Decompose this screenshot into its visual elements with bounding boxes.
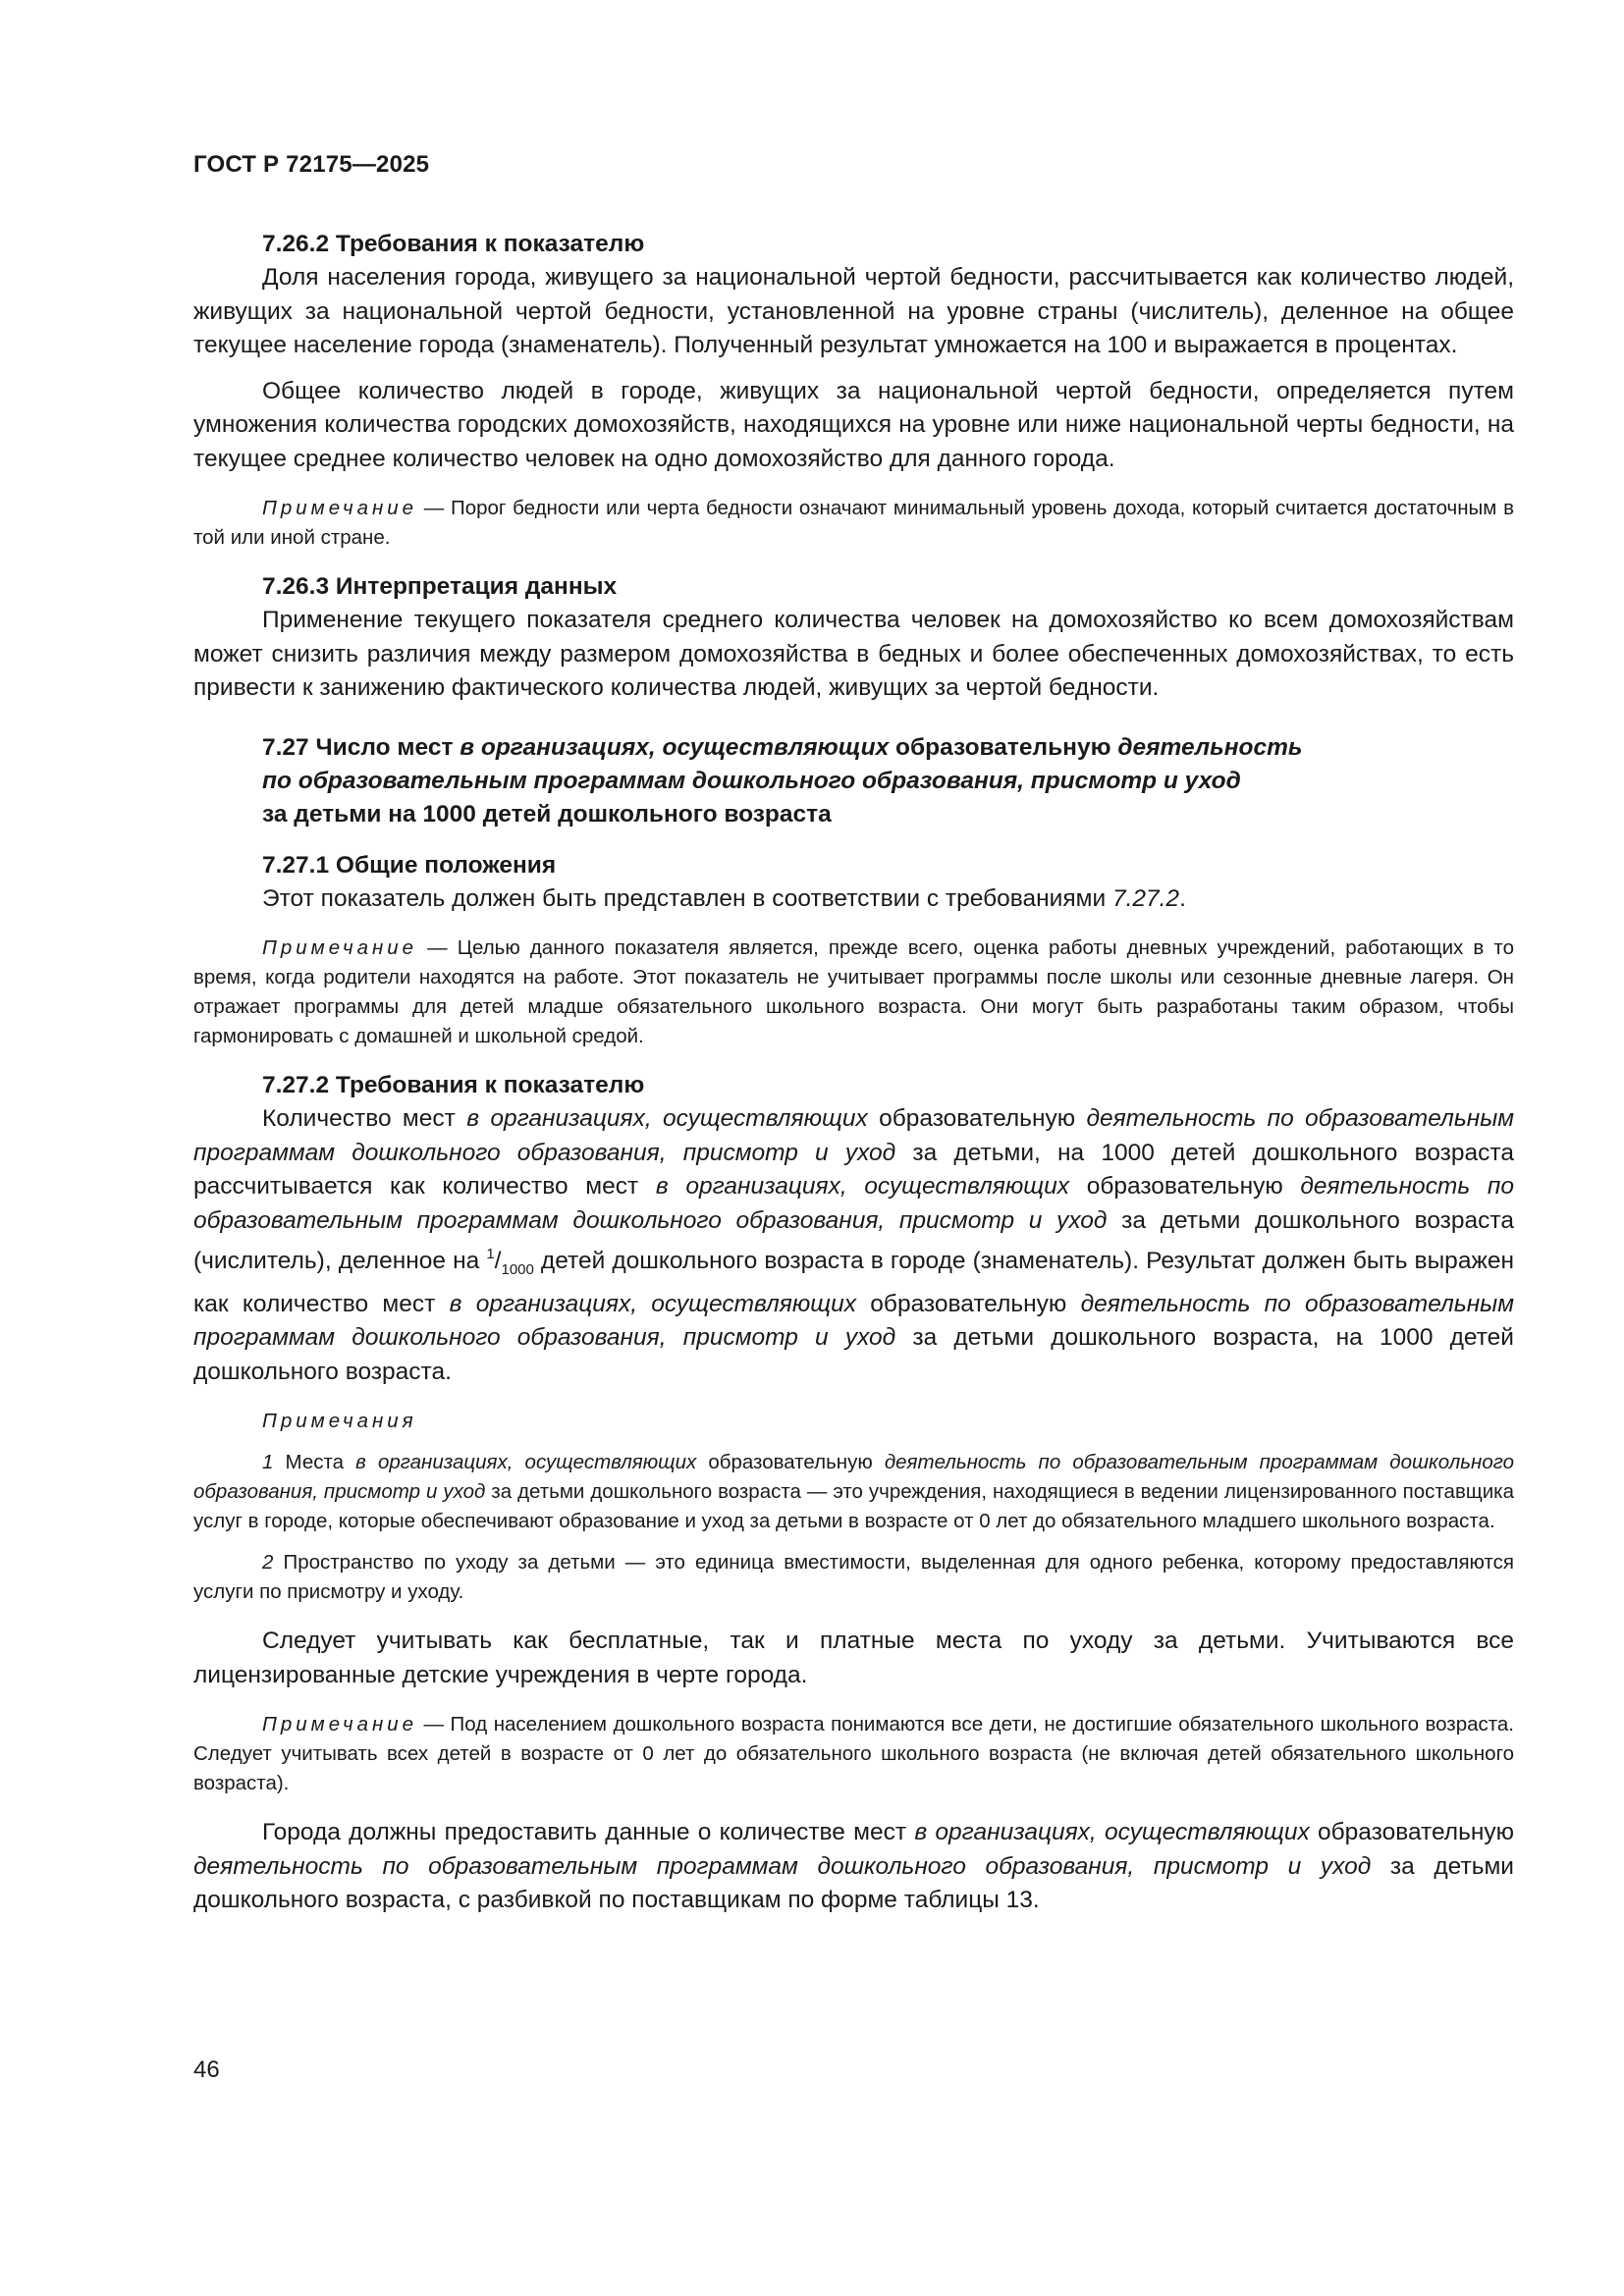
note-item: [193, 1448, 1514, 1536]
notes-label: Примечания: [262, 1410, 417, 1432]
section-7-26-2-title: 7.26.2 Требования к показателю: [262, 231, 645, 257]
document-header: ГОСТ Р 72175—2025: [193, 151, 430, 178]
note: [193, 494, 1514, 553]
text: образовательную: [696, 1451, 885, 1473]
note-label: Примечание: [262, 1713, 418, 1735]
text: образовательную: [1069, 1173, 1301, 1200]
fraction: $^1/_{1000}$: [486, 1246, 534, 1278]
text: за детьми, на 1000 детей дошкольного возраста рассчитывается как количество мест: [193, 1139, 1514, 1200]
text: Количество мест: [262, 1105, 467, 1132]
paragraph: [193, 1816, 1514, 1918]
note: [193, 934, 1514, 1051]
paragraph: [193, 1102, 1514, 1389]
page-content: [193, 228, 1514, 1918]
text: Пространство по уходу за детьми — это единица вместимости, выделенная для одного ребенка, которому предоставляются услуги по присмотру и уходу.: [193, 1551, 1514, 1603]
paragraph: Применение текущего показателя среднего количества человек на домохозяйство ко всем домохозяйствам может снизить различия между размером домохозяйства в бедных и более обеспеченных домохозяйствах, то есть привести к занижению фактического количества людей, живущих за чертой бедности.: [193, 607, 1514, 701]
text: за детьми дошкольного возраста, на 1000 детей дошкольного возраста.: [193, 1324, 1514, 1385]
note-number: 2: [262, 1551, 274, 1574]
text: деятельность по образовательным программам дошкольного образования, присмотр и уход: [193, 1173, 1514, 1234]
text: за детьми дошкольного возраста, с разбивкой по поставщикам по форме таблицы 13.: [193, 1852, 1514, 1913]
paragraph: Общее количество людей в городе, живущих за национальной чертой бедности, определяется путем умножения количества городских домохозяйств, находящихся на уровне или ниже национальной черты бедности, на текущее среднее количество человек на одно домохозяйство для данного города.: [193, 377, 1514, 472]
note: [193, 1710, 1514, 1798]
text: деятельность по образовательным программам дошкольного образования, присмотр и уход: [193, 1105, 1515, 1166]
title-part: образовательную: [889, 733, 1118, 761]
text: деятельность по образовательным программам дошкольного образования, присмотр и уход: [193, 1852, 1372, 1880]
section-7-27-title: [262, 731, 1514, 831]
text: за детьми дошкольного возраста — это учреждения, находящиеся в ведении лицензированного поставщика услуг в городе, которые обеспечивают образование и уход за детьми в возрасте от 0 лет до обязательного младшего школьного возраста.: [193, 1480, 1514, 1532]
note-label: Примечание: [262, 497, 418, 519]
text: в организациях, осуществляющих: [449, 1290, 857, 1317]
text: в организациях, осуществляющих: [355, 1451, 697, 1473]
text: деятельность по образовательным программам дошкольного образования, присмотр и уход: [193, 1290, 1515, 1351]
text: за детьми дошкольного возраста (числитель), деленное на: [193, 1206, 1514, 1274]
section-7-27-2-title: 7.27.2 Требования к показателю: [262, 1072, 645, 1098]
text: образовательную: [867, 1105, 1087, 1132]
title-part: по образовательным программам дошкольного образования, присмотр и уход: [262, 767, 1241, 794]
text: деятельность по образовательным программам дошкольного образования, присмотр и уход: [193, 1451, 1514, 1503]
paragraph: [193, 882, 1514, 917]
note-text: — Порог бедности или черта бедности означают минимальный уровень дохода, который считается достаточным в той или иной стране.: [193, 497, 1514, 549]
text: Места: [273, 1451, 356, 1473]
title-part: 7.27 Число мест: [262, 733, 460, 761]
title-part: за детьми на 1000 детей дошкольного возраста: [262, 800, 832, 828]
title-part: деятельность: [1117, 733, 1303, 761]
page-number: 46: [193, 2056, 220, 2083]
fraction-denominator: 1000: [501, 1261, 534, 1278]
title-part: в организациях, осуществляющих: [460, 733, 890, 761]
note-text: — Под населением дошкольного возраста понимаются все дети, не достигшие обязательного школьного возраста. Следует учитывать всех детей в возрасте от 0 лет до обязательного школьного возраста (не включая детей обязательного школьного возраста).: [193, 1713, 1514, 1794]
text: образовательную: [1309, 1819, 1515, 1845]
text: Города должны предоставить данные о количестве мест: [262, 1819, 915, 1845]
section-7-26-3-title: 7.26.3 Интерпретация данных: [262, 573, 618, 600]
paragraph: Следует учитывать как бесплатные, так и платные места по уходу за детьми. Учитываются все лицензированные детские учреждения в черте города.: [193, 1628, 1514, 1688]
text: детей дошкольного возраста в городе (знаменатель). Результат должен быть выражен как количество мест: [193, 1248, 1514, 1317]
text: в организациях, осуществляющих: [655, 1173, 1070, 1200]
notes-heading: [193, 1407, 1514, 1436]
fraction-numerator: 1: [486, 1246, 495, 1262]
note-text: — Целью данного показателя является, прежде всего, оценка работы дневных учреждений, работающих в то время, когда родители находятся на работе. Этот показатель не учитывает программы после школы или сезонные дневные лагеря. Он отражает программы для детей младше обязательного школьного возраста. Они могут быть разработаны таким образом, чтобы гармонировать с домашней и школьной средой.: [193, 936, 1514, 1047]
paragraph: Доля населения города, живущего за национальной чертой бедности, рассчитывается как количество людей, живущих за национальной чертой бедности, установленной на уровне страны (числитель), деленное на общее текущее население города (знаменатель). Полученный результат умножается на 100 и выражается в процентах.: [193, 264, 1514, 358]
note-item: [193, 1548, 1514, 1607]
note-number: 1: [262, 1451, 274, 1473]
cross-reference: 7.27.2: [1111, 884, 1180, 912]
note-label: Примечание: [262, 936, 418, 959]
text: .: [1179, 884, 1186, 912]
text: в организациях, осуществляющих: [914, 1819, 1310, 1845]
text: в организациях, осуществляющих: [466, 1105, 868, 1132]
text: Этот показатель должен быть представлен в соответствии с требованиями: [262, 884, 1112, 912]
section-7-27-1-title: 7.27.1 Общие положения: [262, 851, 557, 879]
text: образовательную: [856, 1290, 1081, 1317]
